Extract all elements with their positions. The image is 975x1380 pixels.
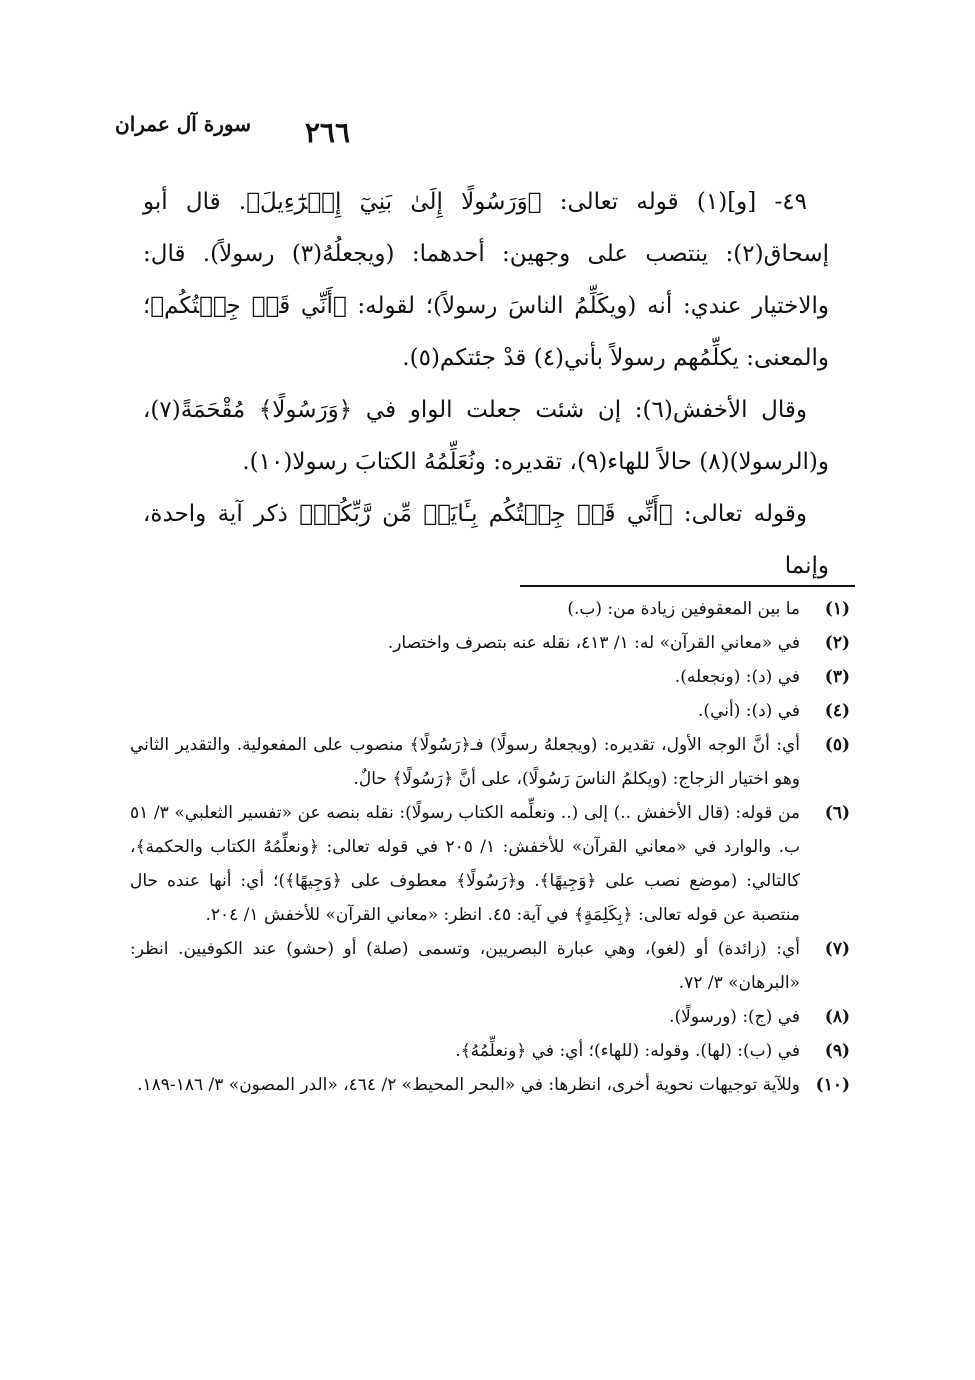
footnote-item xyxy=(130,626,850,660)
footnote-text: في (ج): (ورسولًا). xyxy=(669,1007,800,1027)
footnote-text: في (د): (ونجعله). xyxy=(674,667,800,687)
paragraph-verse-ayah: وقوله تعالى: ﴿أَنِّي قَدۡ جِئۡتُكُم بِـَٔايَةٖ مِّن رَّبِّكُمۡ﴾ ذكر آية واحدة، وإنما xyxy=(143,501,829,579)
footnote-number: (٢) xyxy=(824,633,850,653)
footnote-item xyxy=(130,728,850,796)
footnote-item xyxy=(130,796,850,932)
page-number: ٢٦٦ xyxy=(304,116,350,149)
footnote-item xyxy=(130,1034,850,1068)
footnote-number: (٣) xyxy=(824,667,850,687)
footnote-text: في (د): (أني). xyxy=(698,701,800,721)
footnote-number: (٩) xyxy=(824,1041,850,1061)
footnote-separator xyxy=(520,585,855,587)
paragraph-akhfash: وقال الأخفش(٦): إن شئت جعلت الواو في ﴿وَرَسُولًا﴾ مُقْحَمَةً(٧)، و(الرسولا)(٨) حالاً للهاء(٩)، تقديره: ونُعَلِّمُهُ الكتابَ رسولا(١٠). xyxy=(143,397,829,475)
footnote-item xyxy=(130,932,850,1000)
footnote-number: (١) xyxy=(824,599,850,619)
footnote-item xyxy=(130,592,850,626)
footnote-text: أي: أنَّ الوجه الأول، تقديره: (ويجعلهُ رسولًا) فـ﴿رَسُولًا﴾ منصوب على المفعولية. والتقدير الثاني وهو اختيار الزجاج: (ويكلمُ الناسَ رَسُولًا)، على أنَّ ﴿رَسُولًا﴾ حالٌ. xyxy=(130,735,800,789)
footnote-text: ما بين المعقوفين زيادة من: (ب.) xyxy=(567,599,800,619)
footnote-item xyxy=(130,660,850,694)
footnote-number: (٥) xyxy=(824,735,850,755)
footnote-text: من قوله: (قال الأخفش ..) إلى (.. ونعلِّمه الكتاب رسولًا): نقله بنصه عن «تفسير الثعلبي» ٣/ ٥١ ب. والوارد في «معاني القرآن» للأخفش: ١/ ٢٠٥ في قوله تعالى: ﴿ونعلِّمُهُ الكتاب والحكمة﴾، كالتالي: (موضع نصب على ﴿وَجِيهًا﴾. و﴿رَسُولًا﴾ معطوف على ﴿وَجِيهًا﴾)؛ أي: أنها عنده حال منتصبة عن قوله تعالى: ﴿بِكَلِمَةٍ﴾ في آية: ٤٥. انظر: «معاني القرآن» للأخفش ١/ ٢٠٤. xyxy=(130,803,800,925)
footnotes-list xyxy=(130,592,850,1102)
footnote-item xyxy=(130,694,850,728)
footnote-number: (١٠) xyxy=(815,1075,850,1095)
footnote-text: في «معاني القرآن» له: ١/ ٤١٣، نقله عنه بتصرف واختصار. xyxy=(387,633,800,653)
footnote-item xyxy=(130,1068,850,1102)
footnote-number: (٧) xyxy=(824,939,850,959)
footnote-text: أي: (زائدة) أو (لغو)، وهي عبارة البصريين، وتسمى (صلة) أو (حشو) عند الكوفيين. انظر: «البرهان» ٣/ ٧٢. xyxy=(130,939,800,993)
footnote-number: (٤) xyxy=(824,701,850,721)
paragraph-verse-49: ٤٩- [و](١) قوله تعالى: ﴿وَرَسُولًا إِلَىٰ بَنِيٓ إِسۡرَٰٓءِيلَ﴾. قال أبو إسحاق(٢): ينتصب على وجهين: أحدهما: (ويجعلُهُ(٣) رسولاً). قال: والاختيار عندي: أنه (ويكَلِّمُ الناسَ رسولاً)؛ لقوله: ﴿أَنِّي قَدۡ جِئۡتُكُم﴾؛ والمعنى: يكلِّمُهم رسولاً بأني(٤) قدْ جئتكم(٥). xyxy=(143,189,829,371)
running-header-title: سورة آل عمران xyxy=(115,112,252,136)
footnote-text: في (ب): (لها). وقوله: (للهاء)؛ أي: في ﴿ونعلِّمُهُ﴾. xyxy=(455,1041,800,1061)
footnote-item xyxy=(130,1000,850,1034)
footnote-text: وللآية توجيهات نحوية أخرى، انظرها: في «البحر المحيط» ٢/ ٤٦٤، «الدر المصون» ٣/ ١٨٦-١٨٩. xyxy=(137,1075,800,1095)
main-text-body xyxy=(143,176,829,592)
footnote-number: (٨) xyxy=(824,1007,850,1027)
footnote-number: (٦) xyxy=(824,803,850,823)
